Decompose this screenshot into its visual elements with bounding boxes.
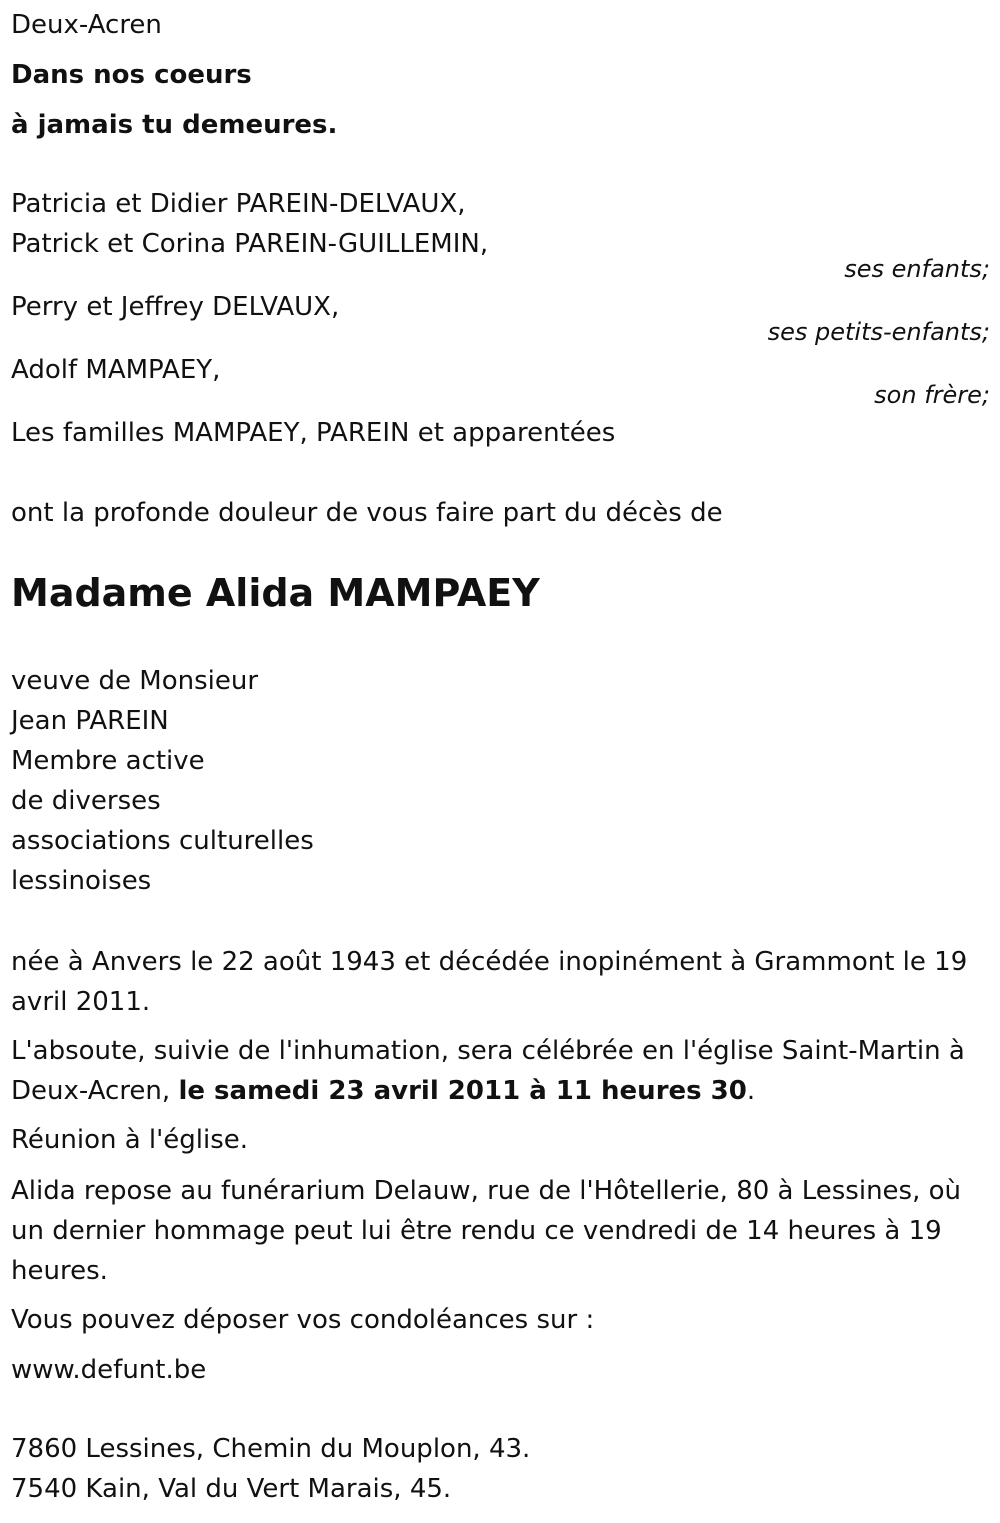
announcement-text: ont la profonde douleur de vous faire part du décès de: [11, 498, 723, 528]
children-role: ses enfants;: [844, 255, 990, 283]
place-heading: Deux-Acren: [11, 10, 162, 40]
brother-role: son frère;: [874, 381, 990, 409]
ceremony-paragraph: [11, 1031, 986, 1111]
address-line: 7860 Lessines, Chemin du Mouplon, 43.: [11, 1434, 531, 1464]
children-line-1: Patricia et Didier PAREIN-DELVAUX,: [11, 189, 466, 219]
birth-death-paragraph: née à Anvers le 22 août 1943 et décédée inopinément à Grammont le 19 avril 2011.: [11, 947, 968, 1017]
deceased-detail: Membre active: [11, 746, 205, 776]
deceased-detail: Jean PAREIN: [11, 706, 169, 736]
website-text: www.defunt.be: [11, 1355, 207, 1385]
ceremony-prefix: L'absoute, suivie de l'inhumation, sera célébrée en l'église Saint-Martin à Deux-Acren,: [11, 1036, 965, 1106]
deceased-name: Madame Alida MAMPAEY: [11, 571, 540, 615]
brother-line: Adolf MAMPAEY,: [11, 355, 221, 385]
motto-line-2: à jamais tu demeures.: [11, 110, 338, 140]
deceased-detail: veuve de Monsieur: [11, 666, 259, 696]
deceased-detail: de diverses: [11, 786, 161, 816]
condolences-paragraph: Vous pouvez déposer vos condoléances sur :: [11, 1305, 595, 1335]
ceremony-suffix: .: [746, 1076, 756, 1106]
deceased-detail: lessinoises: [11, 866, 152, 896]
ceremony-date: le samedi 23 avril 2011 à 11 heures 30: [178, 1076, 747, 1106]
deceased-detail: associations culturelles: [11, 826, 314, 856]
address-line: 7540 Kain, Val du Vert Marais, 45.: [11, 1474, 452, 1504]
families-line: Les familles MAMPAEY, PAREIN et apparentées: [11, 418, 616, 448]
meeting-paragraph: Réunion à l'église.: [11, 1125, 249, 1155]
grandchildren-role: ses petits-enfants;: [767, 318, 990, 346]
grandchildren-line: Perry et Jeffrey DELVAUX,: [11, 292, 340, 322]
children-line-2: Patrick et Corina PAREIN-GUILLEMIN,: [11, 229, 489, 259]
motto-line-1: Dans nos coeurs: [11, 60, 252, 90]
viewing-paragraph: Alida repose au funérarium Delauw, rue de l'Hôtellerie, 80 à Lessines, où un dernier hommage peut lui être rendu ce vendredi de 14 heures à 19 heures.: [11, 1176, 962, 1286]
